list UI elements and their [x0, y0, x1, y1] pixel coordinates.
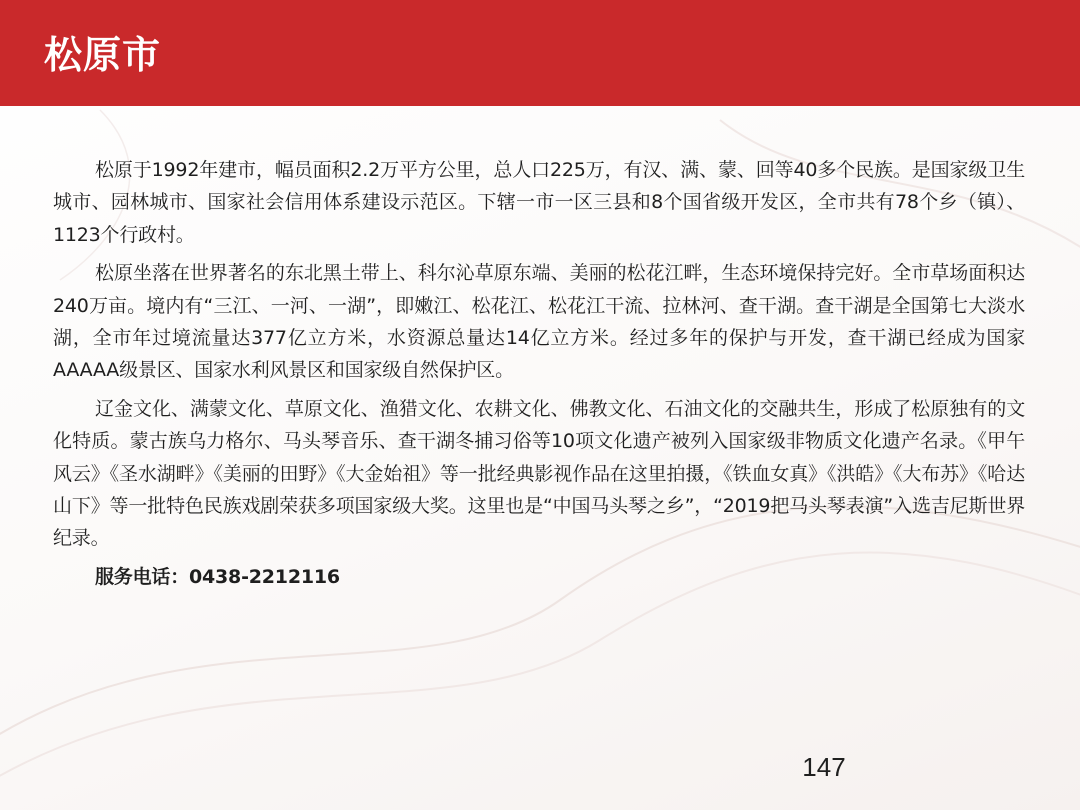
page-number: 147	[802, 752, 846, 782]
service-phone: 服务电话：0438-2212116	[95, 565, 340, 588]
paragraph-geography: 松原坐落在世界著名的东北黑土带上、科尔沁草原东端、美丽的松花江畔，生态环境保持完好。全市草场面积达240万亩。境内有“三江、一河、一湖”，即嫩江、松花江、松花江干流、拉林河、查干湖。查干湖是全国第七大淡水湖，全市年过境流量达377亿立方米，水资源总量达14亿立方米。经过多年的保护与开发，查干湖已经成为国家AAAAA级景区、国家水利风景区和国家级自然保护区。	[53, 262, 1025, 382]
paragraph-intro: 松原于1992年建市，幅员面积2.2万平方公里，总人口225万，有汉、满、蒙、回等40多个民族。是国家级卫生城市、园林城市、国家社会信用体系建设示范区。下辖一市一区三县和8个国省级开发区，全市共有78个乡（镇）、1123个行政村。	[53, 159, 1025, 246]
paragraph-culture: 辽金文化、满蒙文化、草原文化、渔猎文化、农耕文化、佛教文化、石油文化的交融共生，形成了松原独有的文化特质。蒙古族乌力格尔、马头琴音乐、查干湖冬捕习俗等10项文化遗产被列入国家级非物质文化遗产名录。《甲午风云》《圣水湖畔》《美丽的田野》《大金始祖》等一批经典影视作品在这里拍摄，《铁血女真》《洪皓》《大布苏》《哈达山下》等一批特色民族戏剧荣获多项国家级大奖。这里也是“中国马头琴之乡”，“2019把马头琴表演”入选吉尼斯世界纪录。	[53, 397, 1025, 550]
header-bar	[0, 0, 1080, 106]
main-content	[53, 154, 1025, 593]
page-title: 松原市	[44, 33, 162, 77]
